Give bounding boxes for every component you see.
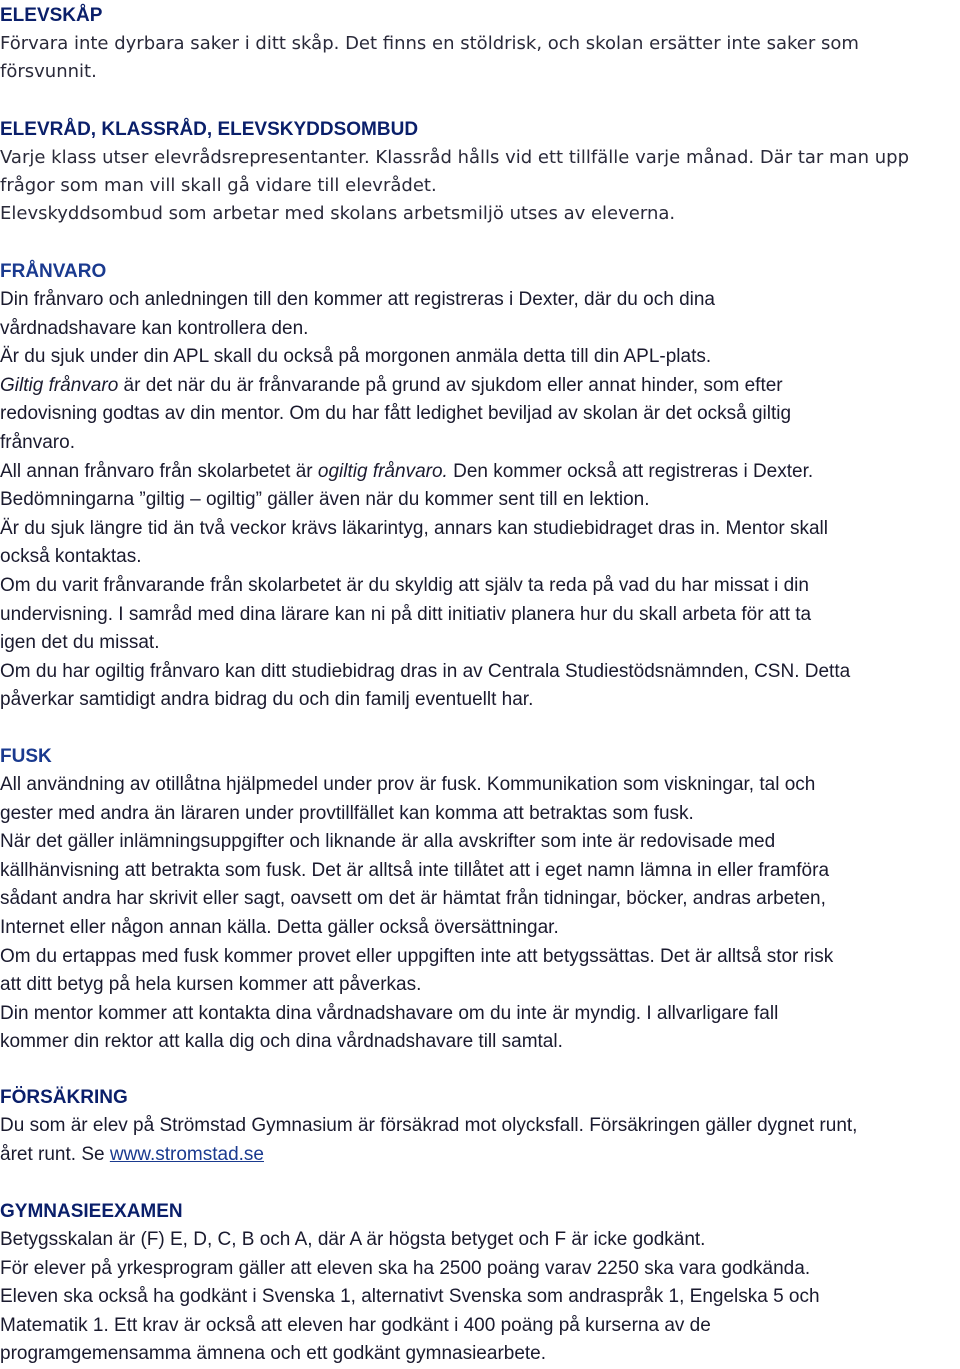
paragraph-line: gester med andra än läraren under provtillfället kan komma att betraktas som fusk. [0, 802, 694, 824]
section-heading: ELEVSKÅP [0, 5, 103, 26]
section-heading: FUSK [0, 746, 52, 767]
paragraph-line: Matematik 1. Ett krav är också att eleven har godkänt i 400 poäng på kurserna av de [0, 1314, 711, 1336]
paragraph-line [0, 1141, 960, 1170]
paragraph-line: Din mentor kommer att kontakta dina vårdnadshavare om du inte är myndig. I allvarligare fall [0, 1002, 779, 1024]
paragraph-line: vårdnadshavare kan kontrollera den. [0, 317, 309, 339]
emphasis-text: ogiltig frånvaro. [317, 460, 448, 482]
paragraph-line: Är du sjuk längre tid än två veckor krävs läkarintyg, annars kan studiebidraget dras in. Mentor skall [0, 517, 828, 539]
paragraph-line: Din frånvaro och anledningen till den kommer att registreras i Dexter, där du och dina [0, 289, 715, 310]
emphasis-text: Giltig frånvaro [0, 374, 119, 396]
paragraph-line [0, 372, 960, 401]
section-heading: FRÅNVARO [0, 261, 107, 282]
paragraph-line: att ditt betyg på hela kursen kommer att påverkas. [0, 974, 422, 996]
paragraph-line: frågor som man vill skall gå vidare till elevrådet. [0, 175, 437, 196]
paragraph-line: Bedömningarna ”giltig – ogiltig” gäller även när du kommer sent till en lektion. [0, 489, 650, 511]
paragraph-line: försvunnit. [0, 61, 97, 82]
paragraph-line: All användning av otillåtna hjälpmedel under prov är fusk. Kommunikation som viskningar, tal och [0, 774, 816, 795]
paragraph-text: är det när du är frånvarande på grund av sjukdom eller annat hinder, som efter [118, 374, 783, 396]
section-heading: GYMNASIEEXAMEN [0, 1201, 183, 1222]
paragraph-line: kommer din rektor att kalla dig och dina vårdnadshavare till samtal. [0, 1031, 563, 1053]
paragraph-line: programgemensamma ämnena och ett godkänt gymnasiearbete. [0, 1343, 547, 1365]
section-heading: FÖRSÄKRING [0, 1087, 128, 1108]
paragraph-line: Internet eller någon annan källa. Detta gäller också översättningar. [0, 916, 559, 938]
section-elevskap [0, 2, 960, 86]
paragraph-line: frånvaro. [0, 431, 75, 453]
section-franvaro [0, 258, 960, 715]
section-forsakring [0, 1084, 960, 1169]
section-fusk [0, 743, 960, 1057]
paragraph-line: Om du varit frånvarande från skolarbetet är du skyldig att själv ta reda på vad du har missat i din [0, 574, 809, 596]
paragraph-line: påverkar samtidigt andra bidrag du och din familj eventuellt har. [0, 689, 534, 711]
section-heading: ELEVRÅD, KLASSRÅD, ELEVSKYDDSOMBUD [0, 119, 419, 140]
paragraph-line: också kontaktas. [0, 546, 142, 568]
paragraph-line: Är du sjuk under din APL skall du också på morgonen anmäla detta till din APL-plats. [0, 346, 712, 368]
paragraph-line: källhänvisning att betrakta som fusk. Det är alltså inte tillåtet att i eget namn lämna in eller framföra [0, 859, 830, 881]
section-elevrad [0, 116, 960, 228]
paragraph-line: Varje klass utser elevrådsrepresentanter. Klassråd hålls vid ett tillfälle varje månad. Där tar man upp [0, 147, 909, 168]
paragraph-line: Om du har ogiltig frånvaro kan ditt studiebidrag dras in av Centrala Studiestödsnämnden, CSN. Detta [0, 660, 851, 682]
paragraph-line: sådant andra har skrivit eller sagt, oavsett om det är hämtat från tidningar, böcker, andras arbeten, [0, 888, 826, 910]
paragraph-text: året runt. Se [0, 1143, 110, 1165]
paragraph-line: Om du ertappas med fusk kommer provet eller uppgiften inte att betygssättas. Det är alltså stor risk [0, 945, 834, 967]
paragraph-line: Du som är elev på Strömstad Gymnasium är försäkrad mot olycksfall. Försäkringen gäller dygnet runt, [0, 1115, 858, 1136]
paragraph-line: undervisning. I samråd med dina lärare kan ni på ditt initiativ planera hur du skall arbeta för att ta [0, 603, 812, 625]
paragraph-line: Förvara inte dyrbara saker i ditt skåp. Det finns en stöldrisk, och skolan ersätter inte saker som [0, 33, 859, 54]
paragraph-text: Den kommer också att registreras i Dexter. [447, 460, 814, 482]
paragraph-text: All annan frånvaro från skolarbetet är [0, 460, 318, 482]
paragraph-line: redovisning godtas av din mentor. Om du har fått ledighet beviljad av skolan är det också giltig [0, 403, 792, 425]
website-link[interactable]: www.stromstad.se [109, 1143, 264, 1165]
paragraph-line: igen det du missat. [0, 632, 160, 654]
paragraph-line: Elevskyddsombud som arbetar med skolans arbetsmiljö utses av eleverna. [0, 203, 676, 224]
paragraph-line: För elever på yrkesprogram gäller att eleven ska ha 2500 poäng varav 2250 ska vara godkända. [0, 1257, 811, 1279]
paragraph-line: Betygsskalan är (F) E, D, C, B och A, där A är högsta betyget och F är icke godkänt. [0, 1229, 706, 1250]
section-gymnasieexamen [0, 1198, 960, 1369]
paragraph-line [0, 458, 960, 487]
paragraph-line: När det gäller inlämningsuppgifter och liknande är alla avskrifter som inte är redovisade med [0, 831, 776, 853]
paragraph-line: Eleven ska också ha godkänt i Svenska 1, alternativt Svenska som andraspråk 1, Engelska 5 och [0, 1286, 820, 1308]
